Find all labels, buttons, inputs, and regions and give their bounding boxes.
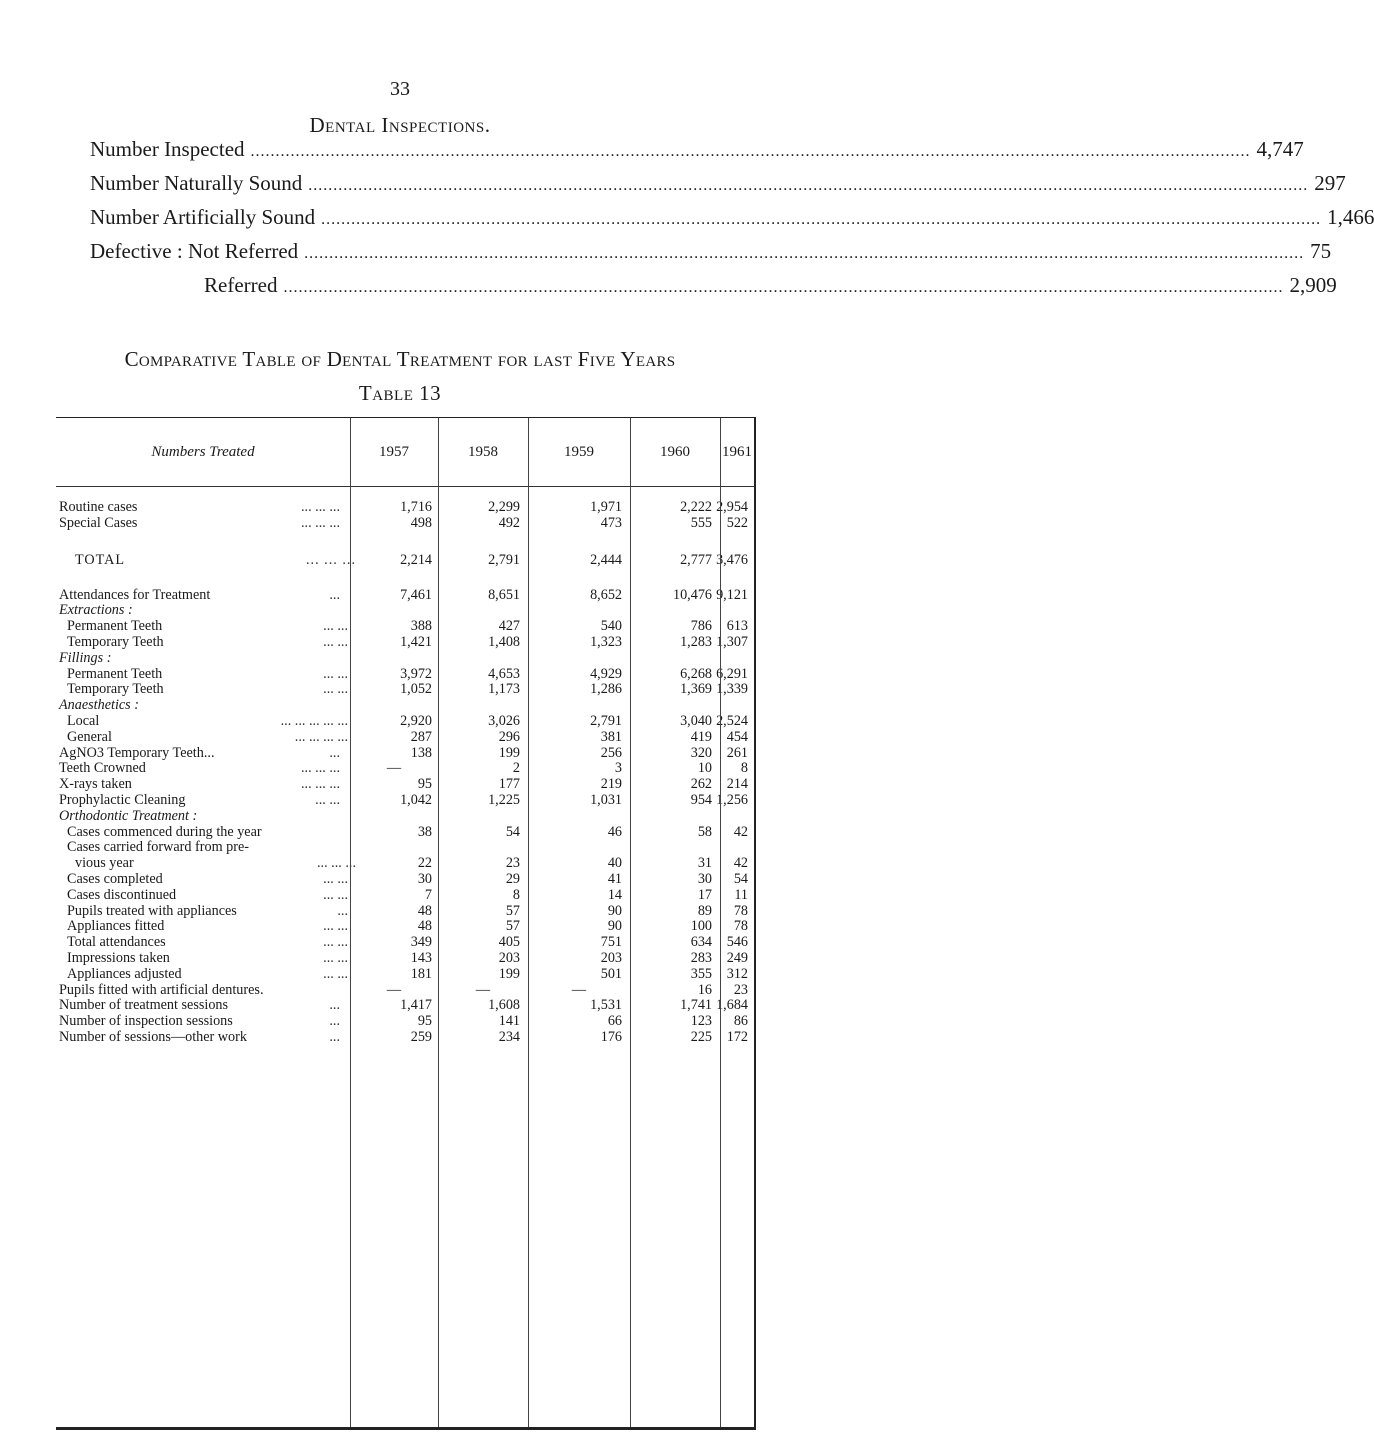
dot-leader: ........................................................................................................................................................................................................ xyxy=(250,143,1251,160)
cell-1957: — xyxy=(386,981,402,998)
cell-1961: 54 xyxy=(733,870,748,887)
cell-1961: 2,524 xyxy=(716,712,748,729)
cell-1957: 143 xyxy=(410,949,432,966)
row-dot-leader: ... ... xyxy=(323,934,348,951)
table-row xyxy=(56,998,754,1014)
cell-1959: 203 xyxy=(600,949,622,966)
cell-1960: 16 xyxy=(697,981,712,998)
inspection-label: Number Inspected xyxy=(90,137,245,161)
cell-1961: 86 xyxy=(733,1013,748,1030)
dot-leader: ........................................................................................................................................................................................................ xyxy=(308,177,1309,194)
row-label-text: Total attendances xyxy=(67,934,166,951)
row-label xyxy=(59,967,352,983)
row-label xyxy=(59,904,352,920)
row-gap xyxy=(56,570,754,588)
cell-1961: 1,307 xyxy=(716,633,748,650)
row-label xyxy=(59,809,344,825)
row-dot-leader: ... xyxy=(329,744,340,761)
cell-1957: 138 xyxy=(410,744,432,761)
cell-1961: 1,684 xyxy=(716,997,748,1014)
cell-1958: 203 xyxy=(498,949,520,966)
cell-1961: 312 xyxy=(726,965,748,982)
cell-1959: 14 xyxy=(607,886,622,903)
cell-1957: 1,052 xyxy=(400,681,432,698)
header-rule xyxy=(56,486,754,487)
inspection-label: Number Naturally Sound xyxy=(90,171,303,195)
cell-1959: 4,929 xyxy=(590,665,622,682)
column-divider xyxy=(630,418,631,1427)
inspection-value: 1,466 xyxy=(1327,205,1374,229)
row-label xyxy=(59,761,344,777)
cell-1959: 2,791 xyxy=(590,712,622,729)
row-label-text: Anaesthetics : xyxy=(59,697,139,714)
cell-1959: 3 xyxy=(614,760,622,777)
row-label-text: Routine cases xyxy=(59,499,138,515)
cell-1960: 123 xyxy=(690,1013,712,1030)
cell-1957: 95 xyxy=(417,776,432,793)
cell-1959: 1,531 xyxy=(590,997,622,1014)
row-label-text: Cases commenced during the year xyxy=(67,823,262,840)
header-year: 1961 xyxy=(722,443,752,460)
table-number-title: Table 13 xyxy=(358,381,442,405)
inspection-value: 4,747 xyxy=(1256,137,1304,161)
cell-1960: 1,369 xyxy=(680,681,712,698)
table-row xyxy=(56,983,754,999)
row-label xyxy=(59,935,352,951)
cell-1959: 90 xyxy=(607,902,622,919)
row-label-text: Cases carried forward from pre- xyxy=(67,839,249,856)
cell-1959: 1,971 xyxy=(590,499,622,515)
cell-1961: 9,121 xyxy=(716,586,748,603)
cell-1957: 1,421 xyxy=(400,633,432,650)
row-label xyxy=(59,840,352,856)
row-label xyxy=(59,500,344,516)
row-label xyxy=(59,983,344,999)
row-label xyxy=(59,919,352,935)
cell-1957: 287 xyxy=(410,728,432,745)
row-dot-leader: ... xyxy=(329,1028,340,1045)
cell-1959: 473 xyxy=(600,514,622,531)
row-dot-leader: ... ... ... xyxy=(316,855,356,872)
cell-1960: 6,268 xyxy=(680,665,712,682)
row-dot-leader: ... ... xyxy=(323,949,348,966)
row-label xyxy=(59,619,352,635)
cell-1958: 1,608 xyxy=(488,997,520,1014)
cell-1959: 540 xyxy=(600,618,622,635)
cell-1958: — xyxy=(475,981,491,998)
inspection-value: 75 xyxy=(1310,239,1332,263)
header-year: 1958 xyxy=(468,443,498,460)
cell-1961: 11 xyxy=(734,886,748,903)
cell-1959: 501 xyxy=(600,965,622,982)
cell-1961: 78 xyxy=(733,902,748,919)
table-row xyxy=(56,635,754,651)
cell-1958: 2 xyxy=(512,760,520,777)
row-label-text: Attendances for Treatment xyxy=(59,586,211,603)
row-label-text: Extractions : xyxy=(59,602,133,619)
cell-1959: 1,286 xyxy=(590,681,622,698)
cell-1960: 419 xyxy=(690,728,712,745)
table-row xyxy=(56,603,754,619)
cell-1957: 30 xyxy=(417,870,432,887)
header-year: 1957 xyxy=(379,443,409,460)
table-row xyxy=(56,777,754,793)
cell-1961: 6,291 xyxy=(716,665,748,682)
row-dot-leader: ... ... ... xyxy=(300,499,340,515)
row-label xyxy=(59,793,344,809)
cell-1958: 4,653 xyxy=(488,665,520,682)
row-label-text: Pupils treated with appliances xyxy=(67,902,237,919)
cell-1961: 8 xyxy=(740,760,748,777)
row-label xyxy=(59,682,352,698)
cell-1957: 1,417 xyxy=(400,997,432,1014)
row-label-text: Local xyxy=(67,712,100,729)
row-label xyxy=(59,1014,344,1030)
cell-1957: 498 xyxy=(410,514,432,531)
row-dot-leader: ... ... ... xyxy=(305,551,356,568)
cell-1959: 8,652 xyxy=(590,586,622,603)
cell-1960: 1,741 xyxy=(680,997,712,1014)
row-label xyxy=(59,825,352,841)
cell-1960: 2,777 xyxy=(680,551,712,568)
cell-1959: 751 xyxy=(600,934,622,951)
cell-1958: 199 xyxy=(498,744,520,761)
table-row xyxy=(56,809,754,825)
row-label-text: Number of inspection sessions xyxy=(59,1013,233,1030)
cell-1958: 2,299 xyxy=(488,499,520,515)
table-row xyxy=(56,761,754,777)
cell-1959: 40 xyxy=(607,855,622,872)
cell-1960: 283 xyxy=(690,949,712,966)
row-dot-leader: ... xyxy=(329,997,340,1014)
cell-1957: 22 xyxy=(417,855,432,872)
inspection-row xyxy=(90,273,1337,307)
cell-1959: 1,031 xyxy=(590,791,622,808)
row-dot-leader: ... ... ... ... ... xyxy=(280,712,348,729)
table-body xyxy=(56,500,754,1046)
cell-1958: 141 xyxy=(498,1013,520,1030)
cell-1960: 58 xyxy=(697,823,712,840)
cell-1961: 23 xyxy=(733,981,748,998)
cell-1961: 613 xyxy=(726,618,748,635)
cell-1959: 219 xyxy=(600,776,622,793)
row-label-text: General xyxy=(67,728,112,745)
inspection-row xyxy=(90,171,1346,205)
table-row xyxy=(56,730,754,746)
inspection-label: Defective : Not Referred xyxy=(90,239,299,263)
row-label-text: Appliances adjusted xyxy=(67,965,182,982)
table-row xyxy=(56,1014,754,1030)
row-dot-leader: ... ... xyxy=(323,618,348,635)
row-label-text: Teeth Crowned xyxy=(59,760,146,777)
inspection-label: Referred xyxy=(204,273,278,297)
cell-1961: 454 xyxy=(726,728,748,745)
cell-1958: 1,173 xyxy=(488,681,520,698)
cell-1961: 261 xyxy=(726,744,748,761)
cell-1960: 355 xyxy=(690,965,712,982)
cell-1960: 320 xyxy=(690,744,712,761)
cell-1957: 7 xyxy=(424,886,432,903)
cell-1958: 8,651 xyxy=(488,586,520,603)
row-label-text: Permanent Teeth xyxy=(67,665,163,682)
cell-1958: 296 xyxy=(498,728,520,745)
table-row xyxy=(56,500,754,516)
table-row xyxy=(56,793,754,809)
cell-1958: 199 xyxy=(498,965,520,982)
row-label xyxy=(59,550,360,570)
cell-1958: 234 xyxy=(498,1028,520,1045)
cell-1959: — xyxy=(571,981,587,998)
table-row xyxy=(56,682,754,698)
row-dot-leader: ... ... xyxy=(323,886,348,903)
cell-1959: 66 xyxy=(607,1013,622,1030)
cell-1960: 89 xyxy=(697,902,712,919)
inspection-label: Number Artificially Sound xyxy=(90,205,316,229)
cell-1961: 3,476 xyxy=(716,551,748,568)
cell-1961: 249 xyxy=(726,949,748,966)
dot-leader: ........................................................................................................................................................................................................ xyxy=(283,279,1284,296)
row-label xyxy=(59,746,344,762)
cell-1957: 181 xyxy=(410,965,432,982)
row-label-text: Number of sessions—other work xyxy=(59,1028,247,1045)
row-label-text: Appliances fitted xyxy=(67,918,165,935)
cell-1961: 42 xyxy=(733,855,748,872)
cell-1957: — xyxy=(386,760,402,777)
cell-1958: 54 xyxy=(505,823,520,840)
cell-1957: 38 xyxy=(417,823,432,840)
column-divider xyxy=(528,418,529,1427)
table-row xyxy=(56,588,754,604)
cell-1960: 30 xyxy=(697,870,712,887)
row-label-text: vious year xyxy=(75,855,134,872)
dot-leader: ........................................................................................................................................................................................................ xyxy=(304,245,1305,262)
cell-1960: 100 xyxy=(690,918,712,935)
page-number: 33 xyxy=(390,78,410,100)
table-row xyxy=(56,872,754,888)
cell-1961: 78 xyxy=(733,918,748,935)
row-label xyxy=(59,667,352,683)
row-dot-leader: ... ... xyxy=(323,681,348,698)
row-dot-leader: ... ... ... xyxy=(300,760,340,777)
cell-1961: 2,954 xyxy=(716,499,748,515)
table-row xyxy=(56,904,754,920)
cell-1959: 1,323 xyxy=(590,633,622,650)
cell-1957: 3,972 xyxy=(400,665,432,682)
cell-1957: 95 xyxy=(417,1013,432,1030)
cell-1960: 634 xyxy=(690,934,712,951)
row-label-text: Prophylactic Cleaning xyxy=(59,791,186,808)
row-label xyxy=(59,998,344,1014)
cell-1958: 1,225 xyxy=(488,791,520,808)
cell-1958: 427 xyxy=(498,618,520,635)
cell-1958: 1,408 xyxy=(488,633,520,650)
table-row xyxy=(56,698,754,714)
cell-1960: 262 xyxy=(690,776,712,793)
cell-1957: 2,920 xyxy=(400,712,432,729)
cell-1958: 2,791 xyxy=(488,551,520,568)
cell-1960: 3,040 xyxy=(680,712,712,729)
cell-1958: 57 xyxy=(505,902,520,919)
row-label-text: Impressions taken xyxy=(67,949,170,966)
cell-1959: 176 xyxy=(600,1028,622,1045)
cell-1960: 10,476 xyxy=(672,586,712,603)
table-row xyxy=(56,840,754,856)
cell-1961: 546 xyxy=(726,934,748,951)
cell-1957: 1,716 xyxy=(400,499,432,515)
cell-1957: 259 xyxy=(410,1028,432,1045)
cell-1958: 29 xyxy=(505,870,520,887)
row-label xyxy=(59,698,344,714)
row-label-text: Cases discontinued xyxy=(67,886,177,903)
table-row xyxy=(56,651,754,667)
row-label xyxy=(59,588,344,604)
column-divider xyxy=(350,418,351,1427)
cell-1957: 349 xyxy=(410,934,432,951)
table-row xyxy=(56,935,754,951)
cell-1961: 1,256 xyxy=(716,791,748,808)
row-dot-leader: ... ... xyxy=(323,665,348,682)
row-label-text: Temporary Teeth xyxy=(67,681,164,698)
table-row xyxy=(56,746,754,762)
comparative-table-title: Comparative Table of Dental Treatment for last Five Years xyxy=(124,347,676,371)
row-label xyxy=(59,651,344,667)
cell-1960: 10 xyxy=(697,760,712,777)
header-year: 1960 xyxy=(660,443,690,460)
cell-1961: 214 xyxy=(726,776,748,793)
cell-1961: 172 xyxy=(726,1028,748,1045)
row-label-text: Cases completed xyxy=(67,870,163,887)
cell-1957: 48 xyxy=(417,918,432,935)
row-label-text: Permanent Teeth xyxy=(67,618,163,635)
cell-1960: 17 xyxy=(697,886,712,903)
dental-inspections-list xyxy=(90,137,1374,307)
row-label xyxy=(59,872,352,888)
row-label-text: Number of treatment sessions xyxy=(59,997,229,1014)
row-gap xyxy=(56,532,754,550)
inspection-value: 297 xyxy=(1314,171,1346,195)
table-row xyxy=(56,919,754,935)
cell-1960: 1,283 xyxy=(680,633,712,650)
row-dot-leader: ... ... xyxy=(323,633,348,650)
table-row xyxy=(56,550,754,570)
dental-treatment-table xyxy=(56,417,756,1430)
row-dot-leader: ... ... xyxy=(323,918,348,935)
row-label-text: AgNO3 Temporary Teeth... xyxy=(59,744,215,761)
cell-1959: 256 xyxy=(600,744,622,761)
cell-1957: 1,042 xyxy=(400,791,432,808)
row-label xyxy=(59,730,352,746)
cell-1957: 2,214 xyxy=(400,551,432,568)
cell-1959: 381 xyxy=(600,728,622,745)
header-numbers-treated: Numbers Treated xyxy=(151,443,255,460)
row-label-text: X-rays taken xyxy=(59,776,132,793)
cell-1958: 177 xyxy=(498,776,520,793)
row-dot-leader: ... ... ... xyxy=(300,776,340,793)
row-label-text: Orthodontic Treatment : xyxy=(59,807,198,824)
inspection-row xyxy=(90,205,1374,239)
inspection-row xyxy=(90,137,1304,171)
row-dot-leader: ... ... xyxy=(323,965,348,982)
table-row xyxy=(56,967,754,983)
cell-1957: 48 xyxy=(417,902,432,919)
table-row xyxy=(56,619,754,635)
table-row xyxy=(56,1030,754,1046)
cell-1960: 954 xyxy=(690,791,712,808)
row-label xyxy=(59,714,352,730)
cell-1959: 90 xyxy=(607,918,622,935)
cell-1957: 7,461 xyxy=(400,586,432,603)
header-year: 1959 xyxy=(564,443,594,460)
cell-1957: 388 xyxy=(410,618,432,635)
row-label-text: Temporary Teeth xyxy=(67,633,164,650)
cell-1958: 8 xyxy=(512,886,520,903)
table-row xyxy=(56,714,754,730)
row-label xyxy=(59,516,344,532)
cell-1960: 225 xyxy=(690,1028,712,1045)
table-row xyxy=(56,856,754,872)
cell-1960: 786 xyxy=(690,618,712,635)
table-row xyxy=(56,888,754,904)
cell-1961: 522 xyxy=(726,514,748,531)
table-row xyxy=(56,825,754,841)
row-dot-leader: ... xyxy=(329,1013,340,1030)
column-divider xyxy=(438,418,439,1427)
row-label-text: Special Cases xyxy=(59,514,138,531)
cell-1958: 492 xyxy=(498,514,520,531)
table-row xyxy=(56,516,754,532)
cell-1959: 41 xyxy=(607,870,622,887)
column-divider xyxy=(720,418,721,1427)
row-label-text: TOTAL xyxy=(75,551,126,568)
cell-1960: 31 xyxy=(697,855,712,872)
cell-1958: 3,026 xyxy=(488,712,520,729)
row-label xyxy=(59,777,344,793)
cell-1959: 46 xyxy=(607,823,622,840)
cell-1958: 405 xyxy=(498,934,520,951)
row-label xyxy=(59,1030,344,1046)
row-dot-leader: ... xyxy=(337,902,348,919)
row-label xyxy=(59,888,352,904)
row-label xyxy=(59,635,352,651)
row-dot-leader: ... ... xyxy=(323,870,348,887)
cell-1960: 2,222 xyxy=(680,499,712,515)
cell-1960: 555 xyxy=(690,514,712,531)
inspection-value: 2,909 xyxy=(1289,273,1337,297)
table-row xyxy=(56,951,754,967)
cell-1961: 42 xyxy=(733,823,748,840)
cell-1958: 57 xyxy=(505,918,520,935)
cell-1961: 1,339 xyxy=(716,681,748,698)
row-dot-leader: ... ... xyxy=(315,791,340,808)
row-label-text: Fillings : xyxy=(59,649,112,666)
inspection-row xyxy=(90,239,1332,273)
row-label-text: Pupils fitted with artificial dentures. xyxy=(59,981,264,998)
dental-inspections-title: Dental Inspections. xyxy=(309,113,491,137)
table-row xyxy=(56,667,754,683)
cell-1958: 23 xyxy=(505,855,520,872)
row-dot-leader: ... xyxy=(329,586,340,603)
row-label xyxy=(59,951,352,967)
dot-leader: ........................................................................................................................................................................................................ xyxy=(321,211,1322,228)
row-dot-leader: ... ... ... ... xyxy=(294,728,348,745)
row-label xyxy=(59,603,344,619)
cell-1959: 2,444 xyxy=(590,551,622,568)
row-dot-leader: ... ... ... xyxy=(300,514,340,531)
row-label xyxy=(59,856,360,872)
